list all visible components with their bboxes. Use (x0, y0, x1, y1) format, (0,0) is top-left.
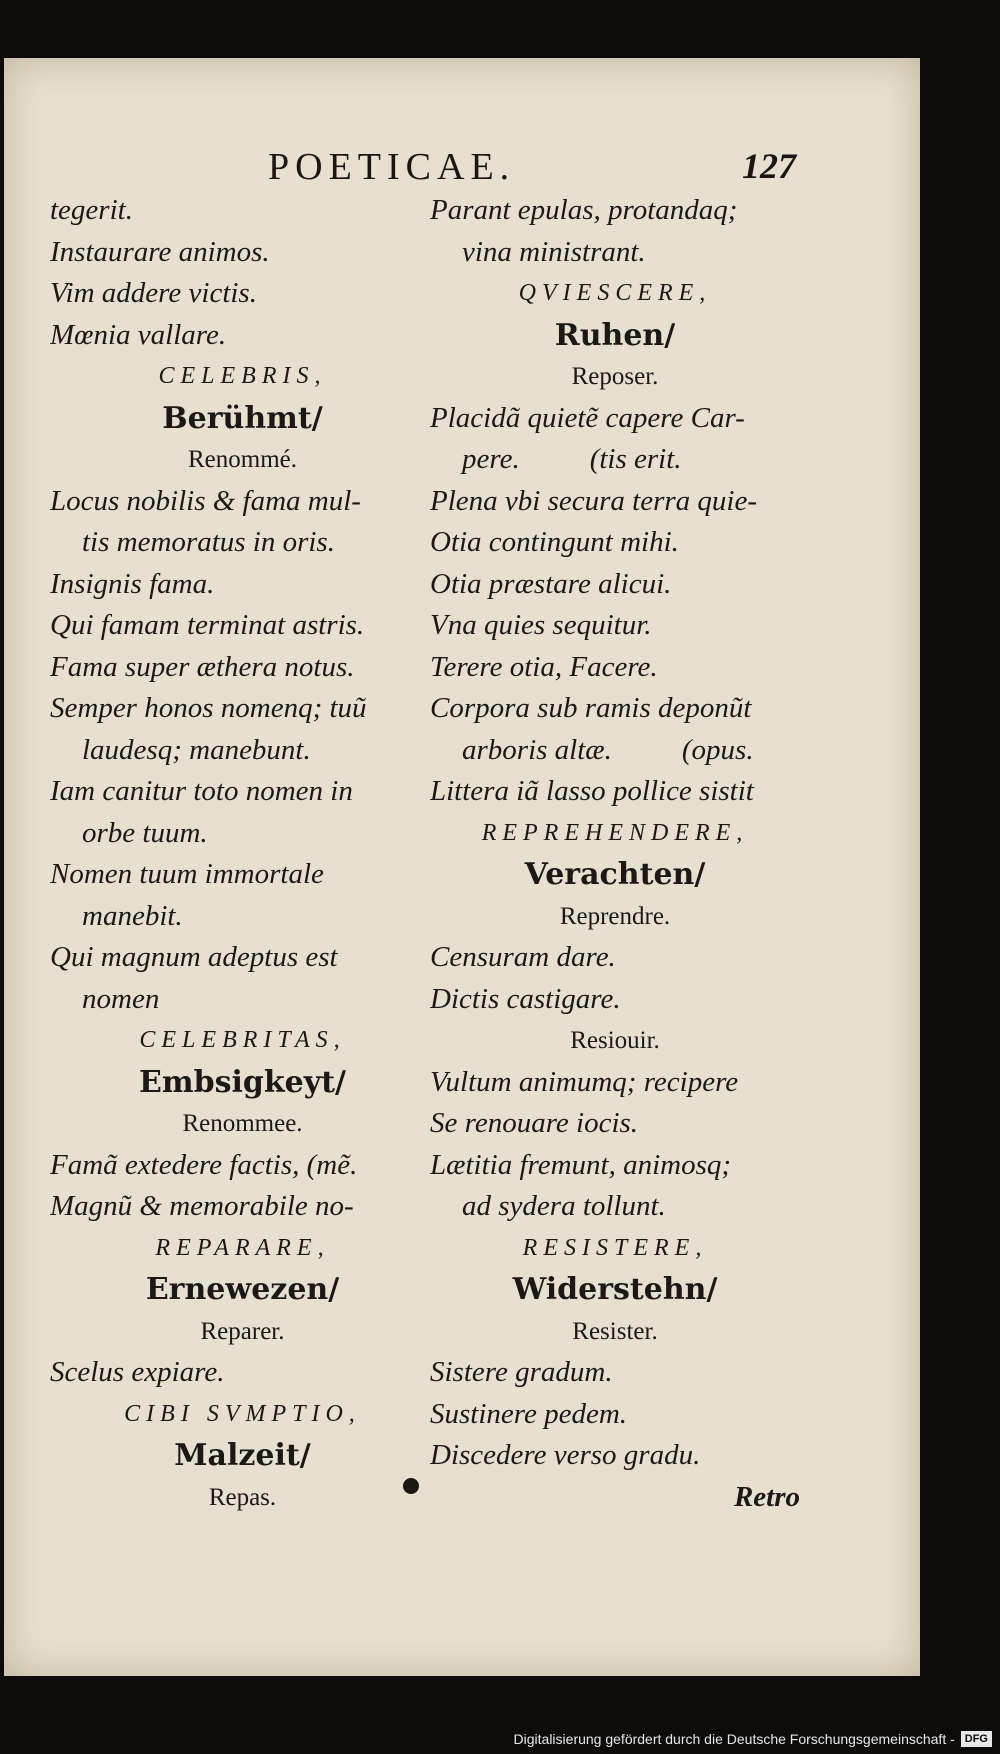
text-line (50, 1311, 435, 1353)
line-text: Parant epulas, protandaq; (430, 194, 738, 226)
text-line (430, 979, 800, 1021)
text-line (430, 1103, 800, 1145)
line-tail: (tis erit. (589, 443, 682, 475)
line-text: Vna quies sequitur. (430, 609, 652, 641)
text-line (430, 1062, 800, 1104)
line-text: Renommee. (182, 1110, 303, 1137)
line-tail: (opus. (681, 733, 754, 766)
line-text: Famã extedere factis, (mẽ. (50, 1148, 358, 1181)
page-header (0, 145, 1000, 195)
text-line (50, 1145, 435, 1187)
text-line (430, 398, 800, 440)
line-text: CELEBRIS, (158, 363, 327, 389)
line-text: Qui magnum adeptus est (50, 941, 338, 973)
line-text: Embsigkeyt/ (139, 1064, 346, 1100)
line-text: Widerstehn/ (512, 1272, 718, 1307)
line-text: Reposer. (571, 363, 659, 390)
text-line (430, 688, 800, 730)
line-text: Repas. (208, 1483, 277, 1511)
line-text: Malzeit/ (174, 1438, 311, 1473)
line-text: laudesq; manebunt. (82, 733, 311, 766)
line-text: Resister. (572, 1317, 658, 1345)
line-text: Locus nobilis & fama mul- (50, 484, 361, 517)
line-text: QVIESCERE, (518, 280, 712, 306)
line-text: Censuram dare. (430, 941, 616, 973)
text-line (50, 232, 435, 274)
text-line (50, 896, 435, 938)
line-text: Retro (733, 1480, 800, 1513)
text-line (50, 730, 435, 772)
line-text: pere. (462, 443, 520, 475)
text-line (430, 605, 800, 647)
text-line (430, 1228, 800, 1270)
line-text: Otia contingunt mihi. (430, 526, 679, 558)
line-text: Semper honos nomenq; tuũ (50, 692, 367, 724)
line-text: Magnũ & memorabile no- (50, 1190, 354, 1222)
text-line (50, 979, 435, 1021)
text-line (430, 1186, 800, 1228)
line-text: Ernewezen/ (145, 1272, 340, 1307)
text-line (430, 190, 800, 232)
line-text: Qui famam terminat astris. (50, 609, 365, 641)
text-line (50, 1477, 435, 1519)
text-line (50, 1269, 435, 1311)
text-line (50, 356, 435, 398)
text-line (430, 896, 800, 938)
text-line (50, 647, 435, 689)
line-text: Reparer. (200, 1317, 285, 1345)
text-line (50, 522, 435, 564)
text-line (50, 854, 435, 896)
line-text: Vultum animumq; recipere (430, 1065, 739, 1098)
line-text: Insignis fama. (50, 567, 215, 600)
text-line (430, 1020, 800, 1062)
line-text: manebit. (82, 899, 183, 932)
digitization-credit (514, 1728, 992, 1750)
text-line (50, 1103, 435, 1145)
text-line (430, 273, 800, 315)
text-line (50, 688, 435, 730)
line-text: Plena vbi secura terra quie- (430, 484, 757, 517)
text-line (430, 1269, 800, 1311)
line-text: CIBI SVMPTIO, (124, 1400, 361, 1427)
line-text: Placidã quietẽ capere Car- (430, 401, 745, 434)
text-line (50, 1020, 435, 1062)
line-text: RESISTERE, (522, 1234, 708, 1261)
line-text: Ruhen/ (554, 317, 676, 353)
line-text: Resiouir. (570, 1027, 660, 1054)
text-line (50, 1062, 435, 1104)
line-text: Mœnia vallare. (50, 318, 227, 351)
text-line (430, 854, 800, 896)
line-text: nomen (82, 982, 160, 1015)
dfg-logo: DFG (961, 1731, 992, 1747)
line-text: Corpora sub ramis deponũt (430, 692, 752, 724)
text-line (430, 771, 800, 813)
line-text: Lætitia fremunt, animosq; (430, 1148, 732, 1181)
text-line (430, 481, 800, 523)
line-text: Sustinere pedem. (430, 1397, 628, 1430)
text-line (430, 315, 800, 357)
text-line (50, 1228, 435, 1270)
line-text: REPARARE, (155, 1234, 330, 1261)
text-line (50, 315, 435, 357)
right-column (430, 190, 800, 1518)
line-text: arboris altæ. (462, 733, 612, 766)
line-text: Littera iã lasso pollice sistit (430, 775, 754, 807)
line-text: Terere otia, Facere. (430, 650, 658, 683)
text-line (430, 730, 800, 772)
text-line (50, 439, 435, 481)
text-line (430, 813, 800, 855)
text-line (50, 1186, 435, 1228)
line-text: Otia præstare alicui. (430, 567, 672, 600)
line-text: tegerit. (50, 194, 133, 226)
text-line (50, 937, 435, 979)
text-line (430, 232, 800, 274)
text-line (430, 1352, 800, 1394)
line-text: REPREHENDERE, (481, 819, 749, 846)
text-line (430, 356, 800, 398)
line-text: Reprendre. (559, 902, 671, 930)
text-line (50, 771, 435, 813)
text-line (430, 1145, 800, 1187)
line-text: orbe tuum. (82, 816, 208, 849)
line-text: Berühmt/ (162, 400, 323, 436)
line-text: Renommé. (187, 446, 297, 473)
text-line (430, 564, 800, 606)
line-text: ad sydera tollunt. (462, 1190, 666, 1222)
line-text: Vim addere victis. (50, 277, 257, 309)
ornament-dot (403, 1478, 419, 1494)
text-line (50, 1352, 435, 1394)
text-line (430, 439, 800, 481)
text-line (50, 398, 435, 440)
line-text: tis memoratus in oris. (82, 526, 335, 558)
line-text: Instaurare animos. (50, 235, 270, 268)
text-line (50, 190, 435, 232)
line-text: Fama super æthera notus. (50, 650, 355, 683)
line-text: Sistere gradum. (430, 1356, 613, 1388)
text-line (50, 1394, 435, 1436)
text-line (430, 937, 800, 979)
line-text: CELEBRITAS, (139, 1027, 346, 1053)
text-line (430, 1311, 800, 1353)
line-text: Nomen tuum immortale (50, 858, 324, 890)
text-line (50, 481, 435, 523)
running-head: POETICAE. (268, 146, 516, 188)
text-line (50, 1435, 435, 1477)
line-text: Dictis castigare. (430, 982, 621, 1015)
text-line (50, 605, 435, 647)
text-line (430, 1435, 800, 1477)
line-text: Iam canitur toto nomen in (50, 775, 353, 807)
line-text: Verachten/ (524, 857, 706, 892)
page-number: 127 (742, 146, 796, 186)
text-line (430, 1394, 800, 1436)
line-text: Se renouare iocis. (430, 1107, 639, 1139)
line-text: Discedere verso gradu. (430, 1439, 701, 1471)
credit-text: Digitalisierung gefördert durch die Deutsche Forschungsgemeinschaft - (513, 1731, 955, 1747)
left-column (50, 190, 435, 1518)
line-text: Scelus expiare. (50, 1356, 225, 1388)
text-line (50, 813, 435, 855)
line-text: vina ministrant. (462, 235, 646, 268)
text-line (50, 564, 435, 606)
text-line (430, 647, 800, 689)
text-line (430, 1477, 800, 1519)
text-line (430, 522, 800, 564)
text-line (50, 273, 435, 315)
